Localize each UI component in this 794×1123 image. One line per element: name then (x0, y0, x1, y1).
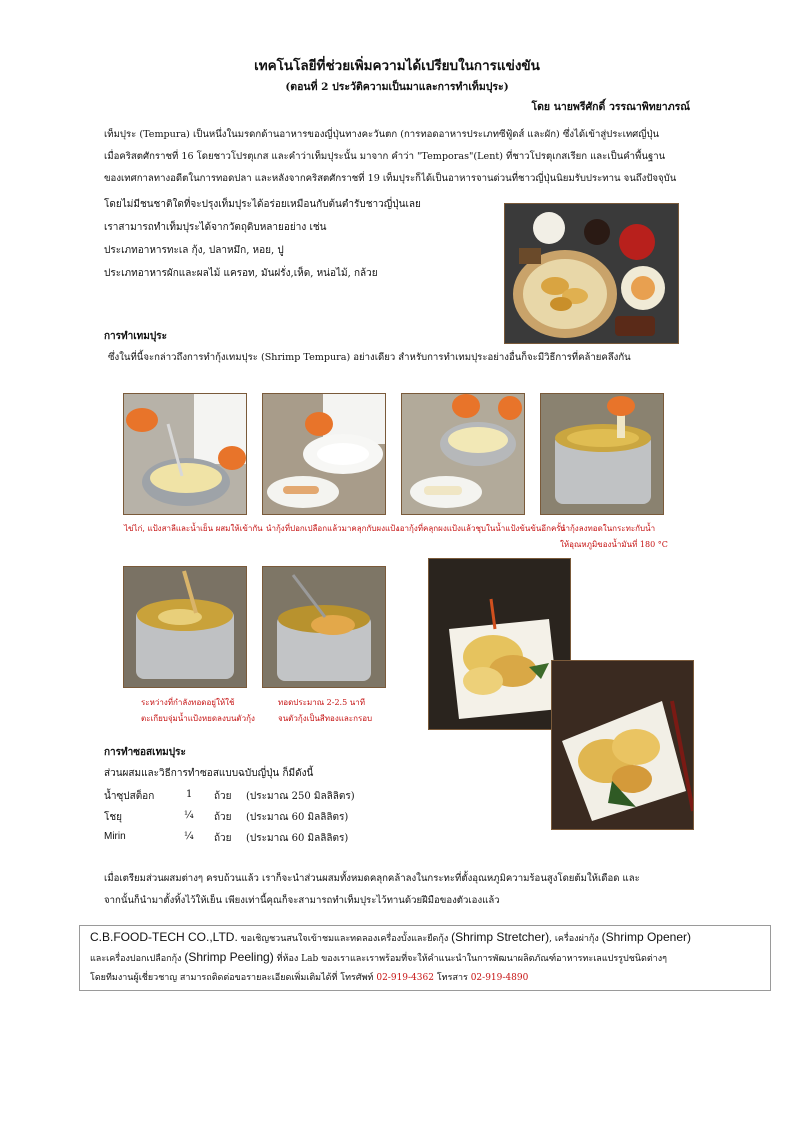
intro-line-4: โดยไม่มีชนชาติใดที่จะปรุงเท็มปุระได้อร่อยเหมือนกับต้นตำรับชาวญี่ปุ่นเลย (104, 199, 421, 210)
sauce-ingredients-table (104, 789, 404, 849)
caption-step-5-line-2: ตะเกียบจุ่มน้ำแป้งหยดลงบนตัวกุ้ง (141, 714, 255, 723)
closing-line-1: เมื่อเตรียมส่วนผสมต่างๆ ครบถ้วนแล้ว เราก็จะนำส่วนผสมทั้งหมดคลุกคล้าลงในกระทะที่ตั้งอุณหภูมิความร้อนสูงโดยต้มให้เดือด และ (104, 873, 640, 884)
ingredient-approx: (ประมาณ 60 มิลลิลิตร) (246, 833, 349, 844)
section-text-tempura-making: ซึ่งในที่นี้จะกล่าวถึงการทำกุ้งเทมปุระ (Shrimp Tempura) อย่างเดียว สำหรับการทำเทมปุระอย่างอื่นก็จะมีวิธีการที่คล้ายคลึงกัน (108, 352, 631, 363)
section-text-sauce: ส่วนผสมและวิธีการทำซอสแบบฉบับญี่ปุ่น ก็มีดังนี้ (104, 768, 314, 779)
ingredient-approx: (ประมาณ 60 มิลลิลิตร) (246, 812, 349, 823)
ingredient-name: น้ำซุปสต็อก (104, 791, 155, 802)
footer-invite-text: ขอเชิญชวนสนใจเข้าชมและทดลองเครื่องบั้งและยืดกุ้ง (240, 934, 449, 944)
section-heading-tempura-making: การทำเทมปุระ (104, 331, 167, 342)
closing-line-2: จากนั้นก็นำมาตั้งทิ้งไว้ให้เย็น เพียงเท่านี้คุณก็จะสามารถทำเท็มปุระไว้ทานด้วยฝีมือของตัวเองแล้ว (104, 895, 500, 906)
footer-line-3 (90, 970, 528, 984)
phone-number[interactable]: 02-919-4362 (376, 973, 434, 983)
footer-peeling-prefix: และเครื่องปอกเปลือกกุ้ง (90, 954, 182, 964)
ingredient-name: Mirin (104, 831, 126, 842)
ingredient-unit: ถ้วย (214, 833, 232, 844)
fax-label: โทรสาร (436, 973, 468, 983)
footer-contact-text: โดยทีมงานผู้เชี่ยวชาญ สามารถติดต่อขอรายละเอียดเพิ่มเติมได้ที่ โทรศัพท์ (90, 973, 374, 983)
ingredient-qty: ¼ (184, 810, 194, 821)
ingredient-approx: (ประมาณ 250 มิลลิลิตร) (246, 791, 355, 802)
intro-line-2: เมื่อคริสตศักราชที่ 16 โดยชาวโปรตุเกส และคำว่าเท็มปุระนั้น มาจาก คำว่า "Temporas"(Lent) ที่ชาวโปรตุเกสเรียก และเป็นคำพื้นฐาน (104, 151, 666, 162)
caption-step-6-line-1: ทอดประมาณ 2-2.5 นาที (278, 698, 365, 707)
step-photo-batter-mixing (123, 393, 247, 515)
ingredient-qty: ¼ (184, 831, 194, 842)
company-contact-box (79, 925, 771, 991)
step-photo-adding-batter-drops (123, 566, 247, 688)
caption-step-4-line-1: นำกุ้งลงทอดในกระทะกับน้ำ (560, 524, 656, 533)
caption-step-2: นำกุ้งที่ปอกเปลือกแล้วมาคลุกกับผงแป้ง (266, 524, 400, 533)
shrimp-tempura-dish-photo-1 (428, 558, 571, 730)
shrimp-peeling-label: (Shrimp Peeling) (184, 950, 274, 964)
footer-line-2 (90, 950, 667, 965)
ingredient-unit: ถ้วย (214, 812, 232, 823)
fax-number[interactable]: 02-919-4890 (470, 973, 529, 983)
shrimp-tempura-dish-photo-2 (551, 660, 694, 830)
caption-step-1: ไข่ไก่, แป้งสาลีและน้ำเย็น ผสมให้เข้ากัน (124, 524, 263, 533)
shrimp-opener-label: (Shrimp Opener) (601, 930, 691, 944)
caption-step-6-line-2: จนตัวกุ้งเป็นสีทองและกรอบ (278, 714, 373, 723)
footer-lab-text: ที่ห้อง Lab ของเราและเราพร้อมที่จะให้คำแนะนำในการพัฒนาผลิตภัณฑ์อาหารทะเลแปรรูปชนิดต่างๆ (276, 954, 667, 964)
ingredient-unit: ถ้วย (214, 791, 232, 802)
section-heading-sauce: การทำซอสเทมปุระ (104, 747, 186, 758)
company-name: C.B.FOOD-TECH CO.,LTD. (90, 930, 238, 944)
intro-line-3: ของเทศกาลทางอดีตในการทอดปลา และหลังจากคริสตศักราชที่ 19 เท็มปุระก็ได้เป็นอาหารจานด่วนที่ชาวญี่ปุ่นนิยมรับประทาน จนถึงปัจจุบัน (104, 173, 677, 184)
tempura-set-meal-photo (504, 203, 679, 344)
author-line: โดย นายพรีศักดิ์ วรรณาพิทยาภรณ์ (531, 101, 690, 113)
step-photo-deep-frying (540, 393, 664, 515)
intro-line-6: ประเภทอาหารทะเล กุ้ง, ปลาหมึก, หอย, ปู (104, 245, 284, 256)
shrimp-stretcher-label: (Shrimp Stretcher) (451, 930, 550, 944)
intro-line-7: ประเภทอาหารผักและผลไม้ แครอท, มันฝรั่ง,เห็ด, หน่อไม้, กล้วย (104, 268, 378, 279)
intro-line-1: เท็มปุระ (Tempura) เป็นหนึ่งในมรดกด้านอาหารของญี่ปุ่นทางคะวันตก (การทอดอาหารประเภทซีฟู้ดส์ และผัก) ซึ่งได้เข้าสู่ประเทศญี่ปุ่น (104, 129, 660, 140)
footer-line-1 (90, 930, 691, 945)
intro-line-5: เราสามารถทำเท็มปุระได้จากวัตถุดิบหลายอย่าง เช่น (104, 222, 327, 233)
step-photo-flour-coating (262, 393, 386, 515)
caption-step-3: เอากุ้งที่คลุกผงแป้งแล้วชุบในน้ำแป้งข้นข้นอีกครั้ง (397, 524, 565, 533)
step-photo-lifting-tempura (262, 566, 386, 688)
footer-opener-prefix: , เครื่องผ่ากุ้ง (549, 934, 599, 944)
caption-step-5-line-1: ระหว่างที่กำลังทอดอยู่ให้ใช้ (141, 698, 235, 707)
caption-step-4-line-2: ให้อุณหภูมิของน้ำมันที่ 180 °C (560, 540, 668, 549)
step-photo-batter-dipping (401, 393, 525, 515)
ingredient-qty: 1 (186, 789, 193, 800)
page-subtitle: (ตอนที่ 2 ประวัติความเป็นมาและการทำเท็มปุระ) (285, 81, 509, 93)
ingredient-name: โชยุ (104, 812, 123, 823)
page-title: เทคโนโลยีที่ช่วยเพิ่มความได้เปรียบในการแข่งขัน (254, 58, 540, 74)
